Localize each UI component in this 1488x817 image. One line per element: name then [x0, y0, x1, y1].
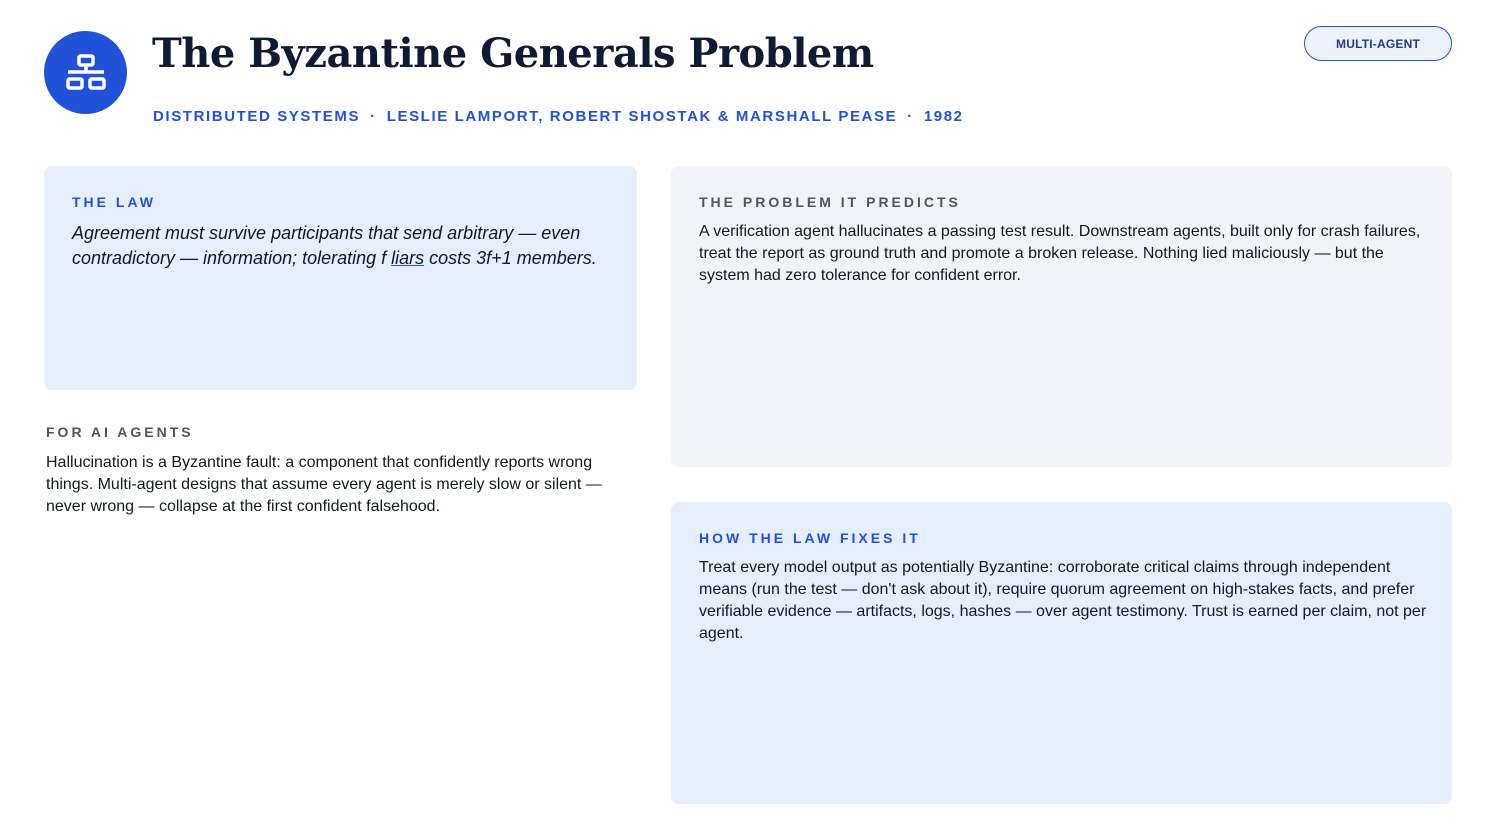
- fix-label: HOW THE LAW FIXES IT: [699, 530, 921, 546]
- subtitle-year: 1982: [923, 108, 964, 125]
- ai-agents-section: [46, 424, 638, 518]
- problem-text: A verification agent hallucinates a passing test result. Downstream agents, built only for crash failures, treat the report as ground truth and promote a broken release. Nothing lied maliciously — but the system had zero tolerance for confident error.: [699, 223, 1421, 284]
- network-hierarchy-icon: [65, 54, 107, 92]
- law-text-part: Agreement must survive participants that send arbitrary — even contradictory — information; tolerating f: [72, 223, 581, 268]
- problem-card: [671, 166, 1452, 467]
- logo-badge: [44, 31, 127, 114]
- law-text: [72, 221, 613, 271]
- subtitle-field: DISTRIBUTED SYSTEMS: [153, 108, 361, 125]
- subtitle-authors: LESLIE LAMPORT, ROBERT SHOSTAK & MARSHALL PEASE: [386, 108, 898, 125]
- fix-card: [671, 502, 1452, 804]
- law-label: THE LAW: [72, 194, 156, 210]
- liars-link[interactable]: liars: [391, 248, 425, 268]
- fix-text: Treat every model output as potentially Byzantine: corroborate critical claims through independent means (run the test — don't ask about it), require quorum agreement on high-stakes facts, and prefer verifiable evidence — artifacts, logs, hashes — over agent testimony. Trust is earned per claim, not per agent.: [699, 559, 1427, 642]
- ai-agents-label: FOR AI AGENTS: [46, 424, 194, 440]
- law-card: [44, 166, 637, 390]
- subtitle: [153, 108, 964, 125]
- law-text-part: costs 3f+1 members.: [424, 248, 597, 268]
- subtitle-separator: ·: [907, 108, 914, 125]
- category-badge: MULTI-AGENT: [1304, 26, 1452, 61]
- page-title: The Byzantine Generals Problem: [152, 30, 874, 77]
- problem-label: THE PROBLEM IT PREDICTS: [699, 194, 961, 210]
- subtitle-separator: ·: [370, 108, 377, 125]
- ai-agents-text: Hallucination is a Byzantine fault: a component that confidently reports wrong things. Multi-agent designs that assume every agent is merely slow or silent — never wrong — collapse at the first confident falsehood.: [46, 454, 602, 515]
